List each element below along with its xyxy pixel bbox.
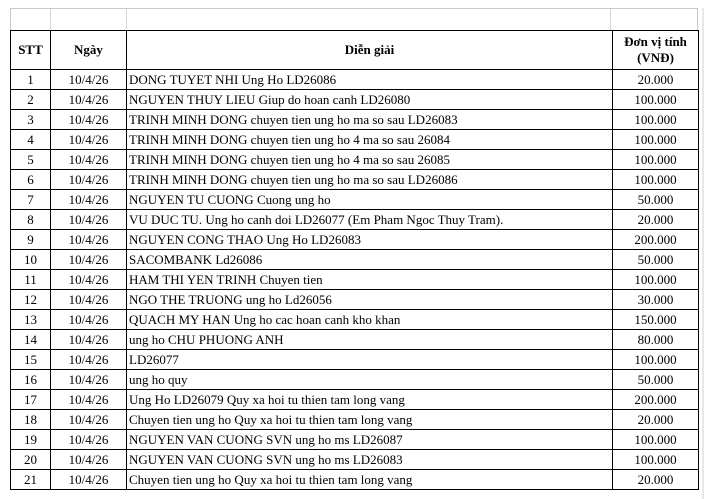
- row-amount: 20.000: [613, 210, 699, 230]
- row-date: 10/4/26: [51, 410, 127, 430]
- row-amount: 100.000: [613, 350, 699, 370]
- header-stt: STT: [11, 31, 51, 70]
- header-amount-unit: Đơn vị tính: [624, 34, 687, 49]
- row-stt: 12: [11, 290, 51, 310]
- row-amount: 30.000: [613, 290, 699, 310]
- row-amount: 100.000: [613, 90, 699, 110]
- row-stt: 4: [11, 130, 51, 150]
- header-amount-currency: (VNĐ): [637, 50, 674, 65]
- blank-cell: [11, 9, 51, 30]
- donation-table: [10, 30, 699, 490]
- row-description: SACOMBANK Ld26086: [127, 250, 613, 270]
- row-stt: 15: [11, 350, 51, 370]
- table-row: [11, 350, 699, 370]
- table-body: [11, 70, 699, 490]
- row-description: Ung Ho LD26079 Quy xa hoi tu thien tam long vang: [127, 390, 613, 410]
- row-stt: 2: [11, 90, 51, 110]
- table-row: [11, 210, 699, 230]
- row-stt: 14: [11, 330, 51, 350]
- header-description: Diễn giải: [127, 31, 613, 70]
- table-row: [11, 250, 699, 270]
- row-amount: 50.000: [613, 250, 699, 270]
- row-date: 10/4/26: [51, 310, 127, 330]
- row-description: TRINH MINH DONG chuyen tien ung ho ma so sau LD26083: [127, 110, 613, 130]
- row-date: 10/4/26: [51, 450, 127, 470]
- row-stt: 21: [11, 470, 51, 490]
- table-row: [11, 370, 699, 390]
- table-row: [11, 170, 699, 190]
- header-date: Ngày: [51, 31, 127, 70]
- row-description: NGUYEN VAN CUONG SVN ung ho ms LD26083: [127, 450, 613, 470]
- table-row: [11, 230, 699, 250]
- blank-cell: [611, 9, 697, 30]
- row-amount: 100.000: [613, 170, 699, 190]
- row-stt: 5: [11, 150, 51, 170]
- row-stt: 13: [11, 310, 51, 330]
- row-stt: 11: [11, 270, 51, 290]
- row-stt: 18: [11, 410, 51, 430]
- row-date: 10/4/26: [51, 230, 127, 250]
- row-description: NGUYEN TU CUONG Cuong ung ho: [127, 190, 613, 210]
- spreadsheet-page: [10, 8, 698, 490]
- row-amount: 80.000: [613, 330, 699, 350]
- row-date: 10/4/26: [51, 150, 127, 170]
- row-amount: 100.000: [613, 270, 699, 290]
- blank-header-row: [10, 8, 698, 30]
- row-stt: 16: [11, 370, 51, 390]
- row-description: Chuyen tien ung ho Quy xa hoi tu thien tam long vang: [127, 470, 613, 490]
- row-amount: 50.000: [613, 190, 699, 210]
- table-row: [11, 470, 699, 490]
- row-description: TRINH MINH DONG chuyen tien ung ho 4 ma so sau 26084: [127, 130, 613, 150]
- row-stt: 19: [11, 430, 51, 450]
- row-date: 10/4/26: [51, 270, 127, 290]
- header-amount: [613, 31, 699, 70]
- row-description: NGUYEN VAN CUONG SVN ung ho ms LD26087: [127, 430, 613, 450]
- table-row: [11, 130, 699, 150]
- row-stt: 10: [11, 250, 51, 270]
- table-row: [11, 310, 699, 330]
- row-date: 10/4/26: [51, 90, 127, 110]
- row-description: VU DUC TU. Ung ho canh doi LD26077 (Em Pham Ngoc Thuy Tram).: [127, 210, 613, 230]
- blank-cell: [51, 9, 127, 30]
- table-row: [11, 270, 699, 290]
- table-row: [11, 290, 699, 310]
- table-row: [11, 90, 699, 110]
- page-edge: [702, 8, 704, 499]
- row-amount: 100.000: [613, 430, 699, 450]
- table-row: [11, 410, 699, 430]
- table-row: [11, 390, 699, 410]
- row-stt: 1: [11, 70, 51, 90]
- row-stt: 3: [11, 110, 51, 130]
- row-amount: 20.000: [613, 470, 699, 490]
- table-row: [11, 150, 699, 170]
- row-amount: 20.000: [613, 70, 699, 90]
- row-amount: 100.000: [613, 450, 699, 470]
- row-date: 10/4/26: [51, 370, 127, 390]
- row-date: 10/4/26: [51, 210, 127, 230]
- row-description: ung ho quy: [127, 370, 613, 390]
- row-description: TRINH MINH DONG chuyen tien ung ho ma so sau LD26086: [127, 170, 613, 190]
- row-date: 10/4/26: [51, 390, 127, 410]
- table-row: [11, 110, 699, 130]
- row-amount: 100.000: [613, 150, 699, 170]
- row-stt: 7: [11, 190, 51, 210]
- row-date: 10/4/26: [51, 290, 127, 310]
- row-date: 10/4/26: [51, 330, 127, 350]
- blank-cell: [127, 9, 612, 30]
- table-row: [11, 330, 699, 350]
- table-header-row: [11, 31, 699, 70]
- row-description: QUACH MY HAN Ung ho cac hoan canh kho khan: [127, 310, 613, 330]
- table-row: [11, 430, 699, 450]
- row-amount: 100.000: [613, 110, 699, 130]
- row-stt: 8: [11, 210, 51, 230]
- row-date: 10/4/26: [51, 130, 127, 150]
- row-date: 10/4/26: [51, 250, 127, 270]
- row-date: 10/4/26: [51, 110, 127, 130]
- row-amount: 50.000: [613, 370, 699, 390]
- row-description: NGO THE TRUONG ung ho Ld26056: [127, 290, 613, 310]
- row-amount: 20.000: [613, 410, 699, 430]
- row-stt: 6: [11, 170, 51, 190]
- row-description: ung ho CHU PHUONG ANH: [127, 330, 613, 350]
- row-date: 10/4/26: [51, 470, 127, 490]
- row-stt: 9: [11, 230, 51, 250]
- row-stt: 20: [11, 450, 51, 470]
- row-amount: 200.000: [613, 230, 699, 250]
- row-date: 10/4/26: [51, 430, 127, 450]
- row-amount: 100.000: [613, 130, 699, 150]
- row-description: NGUYEN THUY LIEU Giup do hoan canh LD26080: [127, 90, 613, 110]
- row-description: Chuyen tien ung ho Quy xa hoi tu thien tam long vang: [127, 410, 613, 430]
- row-description: TRINH MINH DONG chuyen tien ung ho 4 ma so sau 26085: [127, 150, 613, 170]
- row-description: HAM THI YEN TRINH Chuyen tien: [127, 270, 613, 290]
- row-description: LD26077: [127, 350, 613, 370]
- table-row: [11, 450, 699, 470]
- table-row: [11, 70, 699, 90]
- table-row: [11, 190, 699, 210]
- row-description: DONG TUYET NHI Ung Ho LD26086: [127, 70, 613, 90]
- row-stt: 17: [11, 390, 51, 410]
- row-amount: 150.000: [613, 310, 699, 330]
- row-date: 10/4/26: [51, 350, 127, 370]
- row-date: 10/4/26: [51, 70, 127, 90]
- row-amount: 200.000: [613, 390, 699, 410]
- row-description: NGUYEN CONG THAO Ung Ho LD26083: [127, 230, 613, 250]
- row-date: 10/4/26: [51, 170, 127, 190]
- row-date: 10/4/26: [51, 190, 127, 210]
